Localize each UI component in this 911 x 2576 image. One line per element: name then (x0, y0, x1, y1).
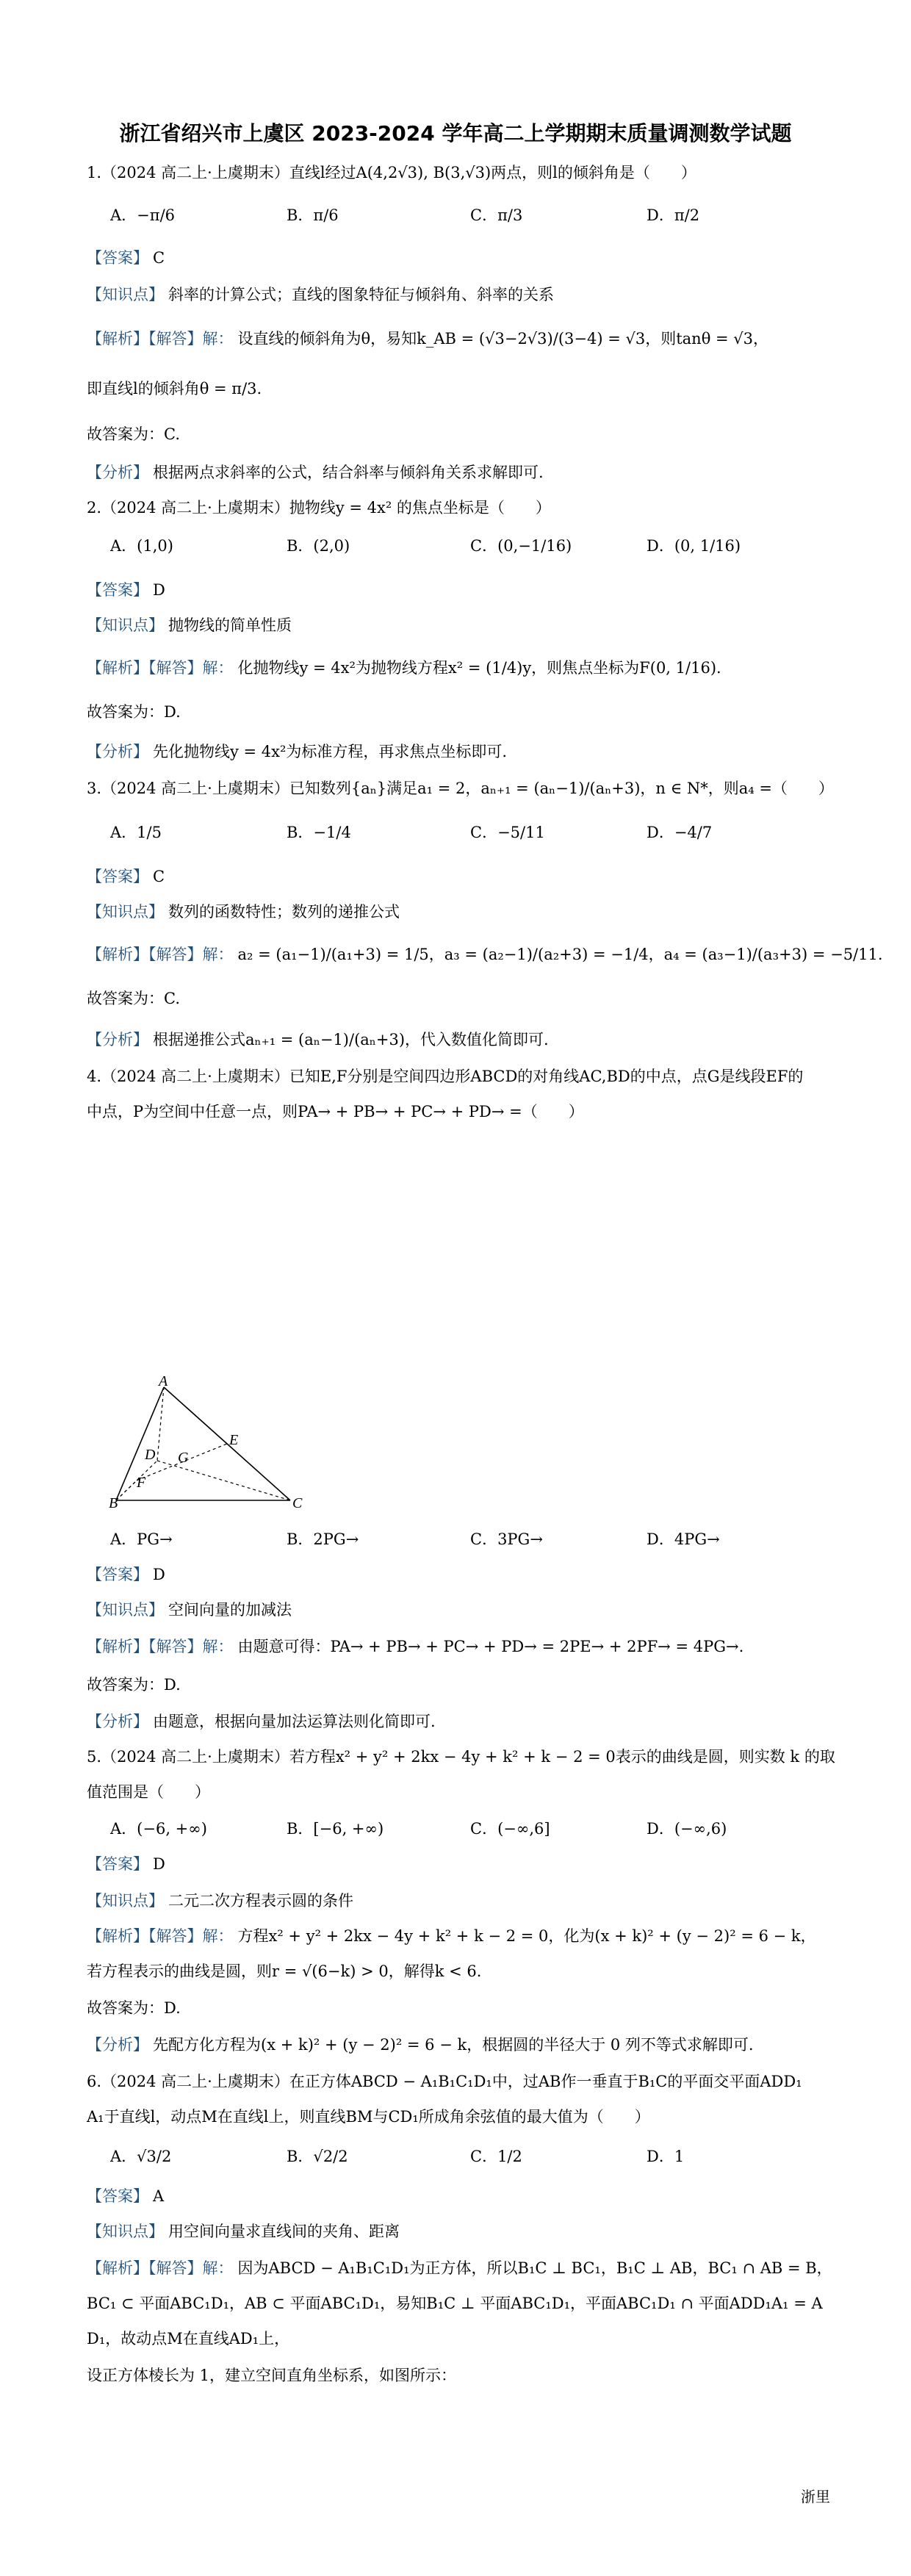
solution-label: 【解析】【解答】解： (87, 330, 234, 348)
q1-knowledge: 斜率的计算公式；直线的图象特征与倾斜角、斜率的关系 (168, 286, 554, 303)
q2-solution-line-1 (87, 657, 721, 679)
q2-analysis: 先化抛物线y = 4x²为标准方程，再求焦点坐标即可. (153, 743, 508, 760)
q5-stem-line-2: 值范围是（ ） (87, 1783, 210, 1801)
q3-option-b: B．−1/4 (287, 824, 351, 841)
q4-option-c: C．3PG→ (470, 1530, 543, 1548)
answer-label: 【答案】 (87, 868, 148, 885)
q2-stem: 2.（2024 高二上·上虞期末）抛物线y = 4x² 的焦点坐标是（ ） (87, 499, 551, 517)
knowledge-label: 【知识点】 (87, 1601, 164, 1619)
answer-label: 【答案】 (87, 581, 148, 599)
q4-knowledge: 空间向量的加减法 (168, 1601, 292, 1619)
knowledge-label: 【知识点】 (87, 286, 164, 303)
q6-knowledge: 用空间向量求直线间的夹角、距离 (168, 2223, 400, 2240)
diag-bd-half (116, 1481, 137, 1500)
footer-mark: 浙里 (801, 2488, 830, 2505)
knowledge-label: 【知识点】 (87, 616, 164, 634)
tetrahedron-figure (109, 1373, 323, 1514)
analysis-label: 【分析】 (87, 2036, 148, 2054)
q4-solution-line-2: 故答案为：D. (87, 1676, 181, 1694)
q1-stem: 1.（2024 高二上·上虞期末）直线l经过A(4,2√3), B(3,√3)两点，则l的倾斜角是（ ） (87, 164, 696, 181)
q6-solution-line-3: D₁，故动点M在直线AD₁上， (87, 2330, 290, 2347)
q5-option-c: C．(−∞,6] (470, 1820, 550, 1838)
q4-option-b: B．2PG→ (287, 1530, 359, 1548)
label-e: E (229, 1432, 239, 1448)
q5-option-a: A．(−6, +∞) (110, 1820, 207, 1838)
q1-answer: C (153, 249, 165, 267)
label-d: D (145, 1447, 156, 1463)
answer-label: 【答案】 (87, 2187, 148, 2205)
q5-stem-line-1: 5.（2024 高二上·上虞期末）若方程x² + y² + 2kx − 4y + k² + k − 2 = 0表示的曲线是圆，则实数 k 的取 (87, 1748, 835, 1766)
q4-solution-line-1 (87, 1636, 743, 1658)
q3-analysis: 根据递推公式aₙ₊₁ = (aₙ−1)/(aₙ+3)，代入数值化简即可. (153, 1031, 549, 1048)
q4-stem-line-1: 4.（2024 高二上·上虞期末）已知E,F分别是空间四边形ABCD的对角线AC,BD的中点，点G是线段EF的 (87, 1068, 804, 1085)
q3-stem: 3.（2024 高二上·上虞期末）已知数列{aₙ}满足a₁ = 2，aₙ₊₁ = (aₙ−1)/(aₙ+3)，n ∈ N*，则a₄ =（ ） (87, 780, 834, 797)
edge-dc (157, 1461, 290, 1500)
answer-label: 【答案】 (87, 1566, 148, 1583)
q6-option-a: A．√3/2 (110, 2148, 172, 2165)
q6-knowledge-line (87, 2220, 400, 2242)
q6-stem-line-1: 6.（2024 高二上·上虞期末）在正方体ABCD − A₁B₁C₁D₁中，过AB作一垂直于B₁C的平面交平面ADD₁ (87, 2073, 802, 2090)
q3-solution-line-1 (87, 943, 883, 965)
solution-label: 【解析】【解答】解： (87, 946, 234, 963)
q6-solution-line-4: 设正方体棱长为 1，建立空间直角坐标系，如图所示： (87, 2367, 457, 2384)
q4-answer-line (87, 1564, 165, 1586)
q3-option-d: D．−4/7 (647, 824, 713, 841)
label-b: B (109, 1495, 118, 1511)
q4-answer: D (153, 1566, 165, 1583)
q1-analysis: 根据两点求斜率的公式，结合斜率与倾斜角关系求解即可. (153, 464, 544, 481)
diag-ac-half (164, 1387, 227, 1444)
q2-knowledge-line (87, 614, 292, 636)
q3-knowledge: 数列的函数特性；数列的递推公式 (168, 903, 400, 921)
q1-solution-line-1 (87, 328, 768, 350)
knowledge-label: 【知识点】 (87, 903, 164, 921)
solution-label: 【解析】【解答】解： (87, 2259, 234, 2277)
solution-label: 【解析】【解答】解： (87, 1927, 234, 1945)
solution-label: 【解析】【解答】解： (87, 1638, 234, 1655)
q5-solution-line-3: 故答案为：D. (87, 1999, 181, 2017)
q4-analysis-line (87, 1710, 436, 1733)
q4-option-a: A．PG→ (110, 1530, 173, 1548)
page-title: 浙江省绍兴市上虞区 2023-2024 学年高二上学期期末质量调测数学试题 (119, 121, 792, 145)
q4-option-d: D．4PG→ (647, 1530, 720, 1548)
q6-answer: A (153, 2187, 165, 2205)
knowledge-label: 【知识点】 (87, 1892, 164, 1910)
q1-solution-line-2: 即直线l的倾斜角θ = π/3. (87, 380, 262, 397)
q5-solution-line-1 (87, 1925, 816, 1947)
analysis-label: 【分析】 (87, 1031, 148, 1048)
q3-answer: C (153, 868, 165, 885)
q6-option-c: C．1/2 (470, 2148, 522, 2165)
q2-option-d: D．(0, 1/16) (647, 537, 741, 555)
q1-solution-text-1: 设直线的倾斜角为θ，易知k_AB = (√3−2√3)/(3−4) = √3，则tanθ = √3， (237, 330, 769, 348)
q3-analysis-line (87, 1029, 549, 1051)
q3-answer-line (87, 866, 165, 888)
q2-option-c: C．(0,−1/16) (470, 537, 572, 555)
q4-analysis: 由题意，根据向量加法运算法则化简即可. (153, 1713, 436, 1730)
analysis-label: 【分析】 (87, 1713, 148, 1730)
q6-solution-line-2: BC₁ ⊂ 平面ABC₁D₁，AB ⊂ 平面ABC₁D₁，易知B₁C ⊥ 平面ABC₁D₁，平面ABC₁D₁ ∩ 平面ADD₁A₁ = A (87, 2295, 823, 2312)
knowledge-label: 【知识点】 (87, 2223, 164, 2240)
q6-solution-text-1: 因为ABCD − A₁B₁C₁D₁为正方体，所以B₁C ⊥ BC₁，B₁C ⊥ AB，BC₁ ∩ AB = B， (237, 2259, 832, 2277)
q5-analysis-line (87, 2034, 754, 2056)
q4-solution-text-1: 由题意可得：PA→ + PB→ + PC→ + PD→ = 2PE→ + 2PF→ = 4PG→. (237, 1638, 744, 1655)
label-f: F (137, 1475, 146, 1491)
q1-knowledge-line (87, 284, 554, 306)
q2-analysis-line (87, 741, 507, 763)
q5-option-d: D．(−∞,6) (647, 1820, 727, 1838)
solution-label: 【解析】【解答】解： (87, 659, 234, 677)
q5-analysis: 先配方化方程为(x + k)² + (y − 2)² = 6 − k，根据圆的半径大于 0 列不等式求解即可. (153, 2036, 754, 2054)
q6-solution-line-1 (87, 2257, 832, 2279)
q4-stem-line-2: 中点，P为空间中任意一点，则PA→ + PB→ + PC→ + PD→ =（ ） (87, 1103, 584, 1120)
q5-solution-text-1: 方程x² + y² + 2kx − 4y + k² + k − 2 = 0，化为(x + k)² + (y − 2)² = 6 − k， (237, 1927, 816, 1945)
label-c: C (292, 1495, 303, 1511)
answer-label: 【答案】 (87, 249, 148, 267)
q2-solution-text-1: 化抛物线y = 4x²为抛物线方程x² = (1/4)y，则焦点坐标为F(0, 1/16). (237, 659, 721, 677)
q2-answer-line (87, 579, 165, 601)
q2-solution-line-2: 故答案为：D. (87, 703, 181, 721)
q5-answer-line (87, 1853, 165, 1875)
q5-solution-line-2: 若方程表示的曲线是圆，则r = √(6−k) > 0，解得k < 6. (87, 1962, 482, 1980)
q6-option-b: B．√2/2 (287, 2148, 348, 2165)
q5-answer: D (153, 1855, 165, 1873)
analysis-label: 【分析】 (87, 464, 148, 481)
q6-option-d: D．1 (647, 2148, 685, 2165)
analysis-label: 【分析】 (87, 743, 148, 760)
q2-answer: D (153, 581, 165, 599)
q3-solution-text-1: a₂ = (a₁−1)/(a₁+3) = 1/5，a₃ = (a₂−1)/(a₂+3) = −1/4，a₄ = (a₃−1)/(a₃+3) = −5/11. (237, 946, 883, 963)
q2-option-b: B．(2,0) (287, 537, 350, 555)
q3-knowledge-line (87, 901, 400, 923)
answer-label: 【答案】 (87, 1855, 148, 1873)
label-g: G (178, 1450, 189, 1466)
q4-knowledge-line (87, 1599, 292, 1621)
q5-knowledge: 二元二次方程表示圆的条件 (168, 1892, 353, 1910)
q3-option-c: C．−5/11 (470, 824, 545, 841)
q1-option-b: B．π/6 (287, 206, 339, 224)
q1-option-c: C．π/3 (470, 206, 523, 224)
q5-knowledge-line (87, 1890, 353, 1912)
q3-option-a: A．1/5 (110, 824, 162, 841)
edge-ad (157, 1387, 164, 1461)
q1-option-d: D．π/2 (647, 206, 700, 224)
q2-knowledge: 抛物线的简单性质 (168, 616, 292, 634)
q1-analysis-line (87, 461, 544, 483)
q5-option-b: B．[−6, +∞) (287, 1820, 384, 1838)
q1-solution-line-3: 故答案为：C. (87, 425, 180, 443)
q6-stem-line-2: A₁于直线l，动点M在直线l上，则直线BM与CD₁所成角余弦值的最大值为（ ） (87, 2108, 650, 2126)
q2-option-a: A．(1,0) (110, 537, 173, 555)
label-a: A (159, 1373, 168, 1389)
q6-answer-line (87, 2185, 164, 2207)
q3-solution-line-2: 故答案为：C. (87, 990, 180, 1007)
q1-option-a: A．−π/6 (110, 206, 175, 224)
q1-answer-line (87, 247, 165, 269)
